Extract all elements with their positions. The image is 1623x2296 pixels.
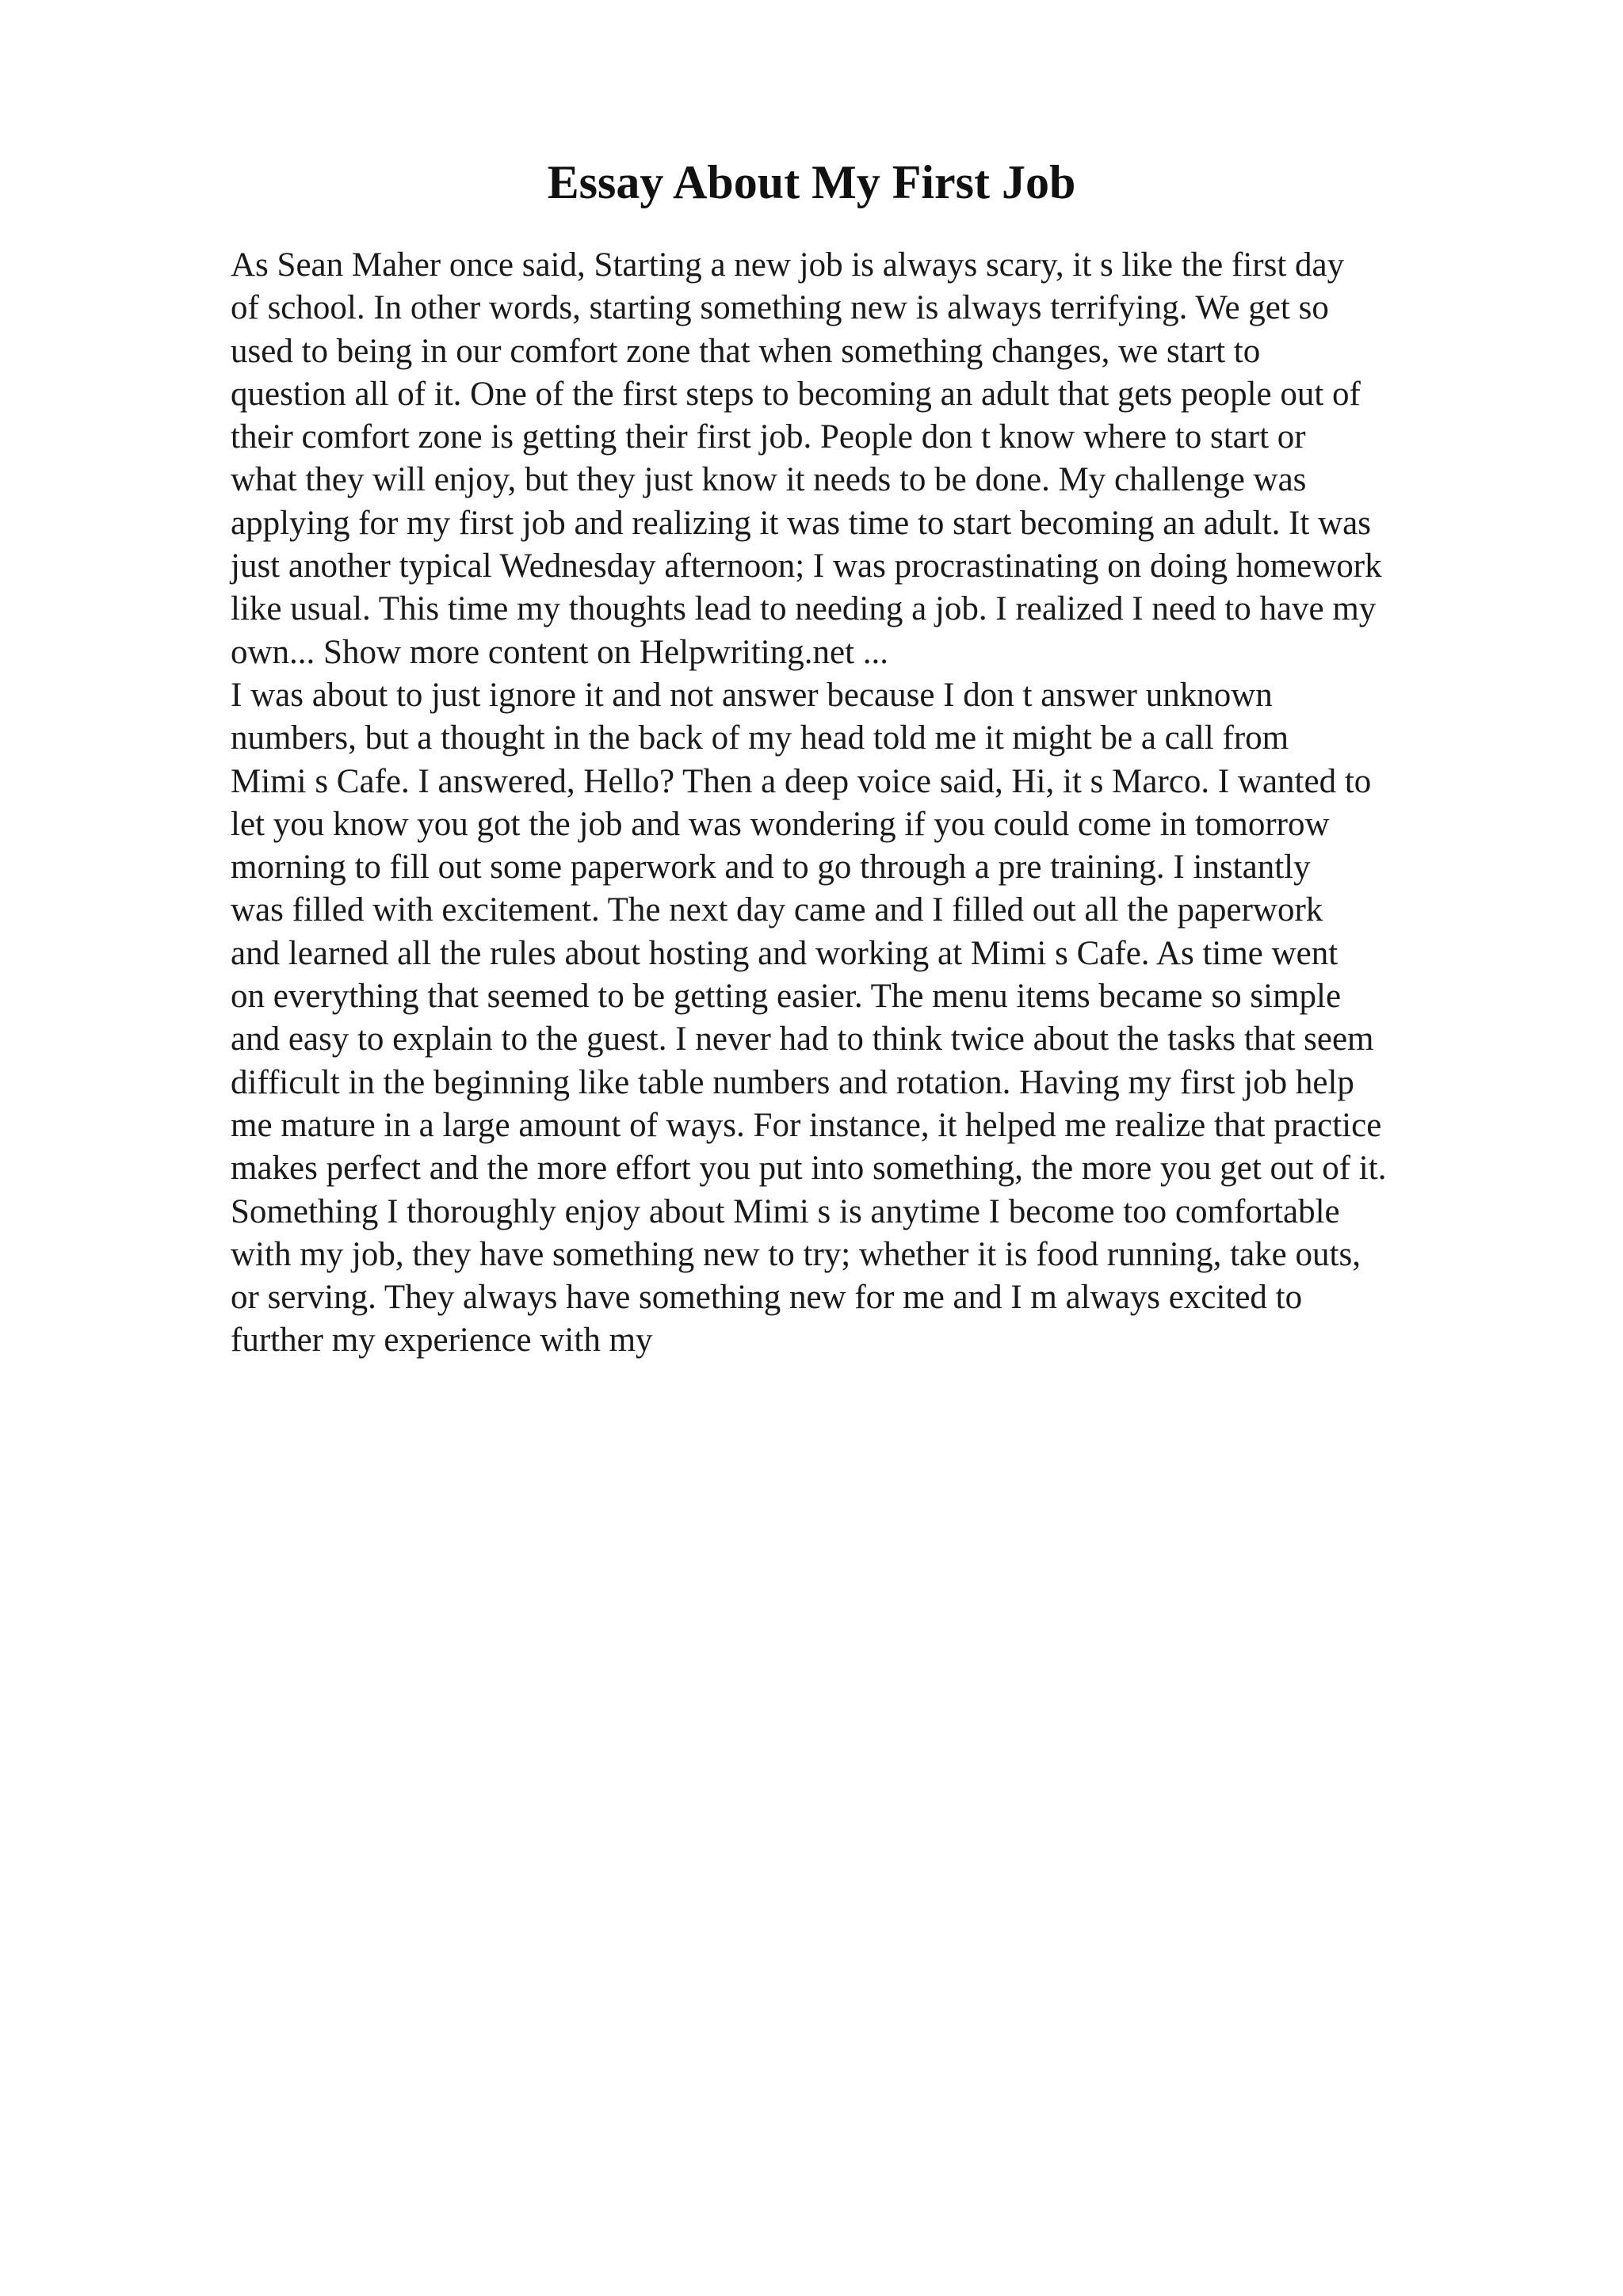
text-line: I was about to just ignore it and not answer because I don t answer unknown bbox=[231, 676, 1273, 714]
text-line: just another typical Wednesday afternoon; I was procrastinating on doing homework bbox=[231, 547, 1382, 585]
text-line: difficult in the beginning like table numbers and rotation. Having my first job help bbox=[231, 1063, 1354, 1101]
text-line: and easy to explain to the guest. I never had to think twice about the tasks that seem bbox=[231, 1020, 1374, 1058]
text-line: or serving. They always have something new for me and I m always excited to bbox=[231, 1279, 1303, 1317]
text-line: used to being in our comfort zone that when something changes, we start to bbox=[231, 332, 1261, 370]
text-line: me mature in a large amount of ways. For instance, it helped me realize that practice bbox=[231, 1106, 1382, 1144]
text-line: let you know you got the job and was wondering if you could come in tomorrow bbox=[231, 805, 1330, 843]
text-line: own... Show more content on Helpwriting.net ... bbox=[231, 633, 889, 671]
text-line: Mimi s Cafe. I answered, Hello? Then a deep voice said, Hi, it s Marco. I wanted to bbox=[231, 762, 1372, 800]
text-line: what they will enjoy, but they just know it needs to be done. My challenge was bbox=[231, 461, 1307, 499]
text-line: Something I thoroughly enjoy about Mimi s is anytime I become too comfortable bbox=[231, 1192, 1340, 1230]
text-line: like usual. This time my thoughts lead to needing a job. I realized I need to have my bbox=[231, 590, 1377, 628]
document-title: Essay About My First Job bbox=[547, 156, 1076, 208]
text-line: question all of it. One of the first steps to becoming an adult that gets people out of bbox=[231, 375, 1361, 413]
text-line: further my experience with my bbox=[231, 1322, 653, 1360]
text-line: morning to fill out some paperwork and to go through a pre training. I instantly bbox=[231, 849, 1311, 887]
text-line: applying for my first job and realizing it was time to start becoming an adult. It was bbox=[231, 504, 1371, 542]
text-line: As Sean Maher once said, Starting a new job is always scary, it s like the first day bbox=[231, 246, 1345, 284]
text-line: with my job, they have something new to try; whether it is food running, take outs, bbox=[231, 1235, 1361, 1273]
text-line: and learned all the rules about hosting and working at Mimi s Cafe. As time went bbox=[231, 934, 1338, 972]
essay-body bbox=[231, 244, 1514, 1363]
text-line: numbers, but a thought in the back of my head told me it might be a call from bbox=[231, 719, 1289, 757]
text-line: was filled with excitement. The next day came and I filled out all the paperwork bbox=[231, 891, 1323, 929]
text-line: on everything that seemed to be getting easier. The menu items became so simple bbox=[231, 978, 1342, 1016]
text-line: makes perfect and the more effort you put into something, the more you get out of it. bbox=[231, 1150, 1387, 1188]
text-line: of school. In other words, starting something new is always terrifying. We get so bbox=[231, 289, 1329, 327]
text-line: their comfort zone is getting their first job. People don t know where to start or bbox=[231, 418, 1306, 456]
